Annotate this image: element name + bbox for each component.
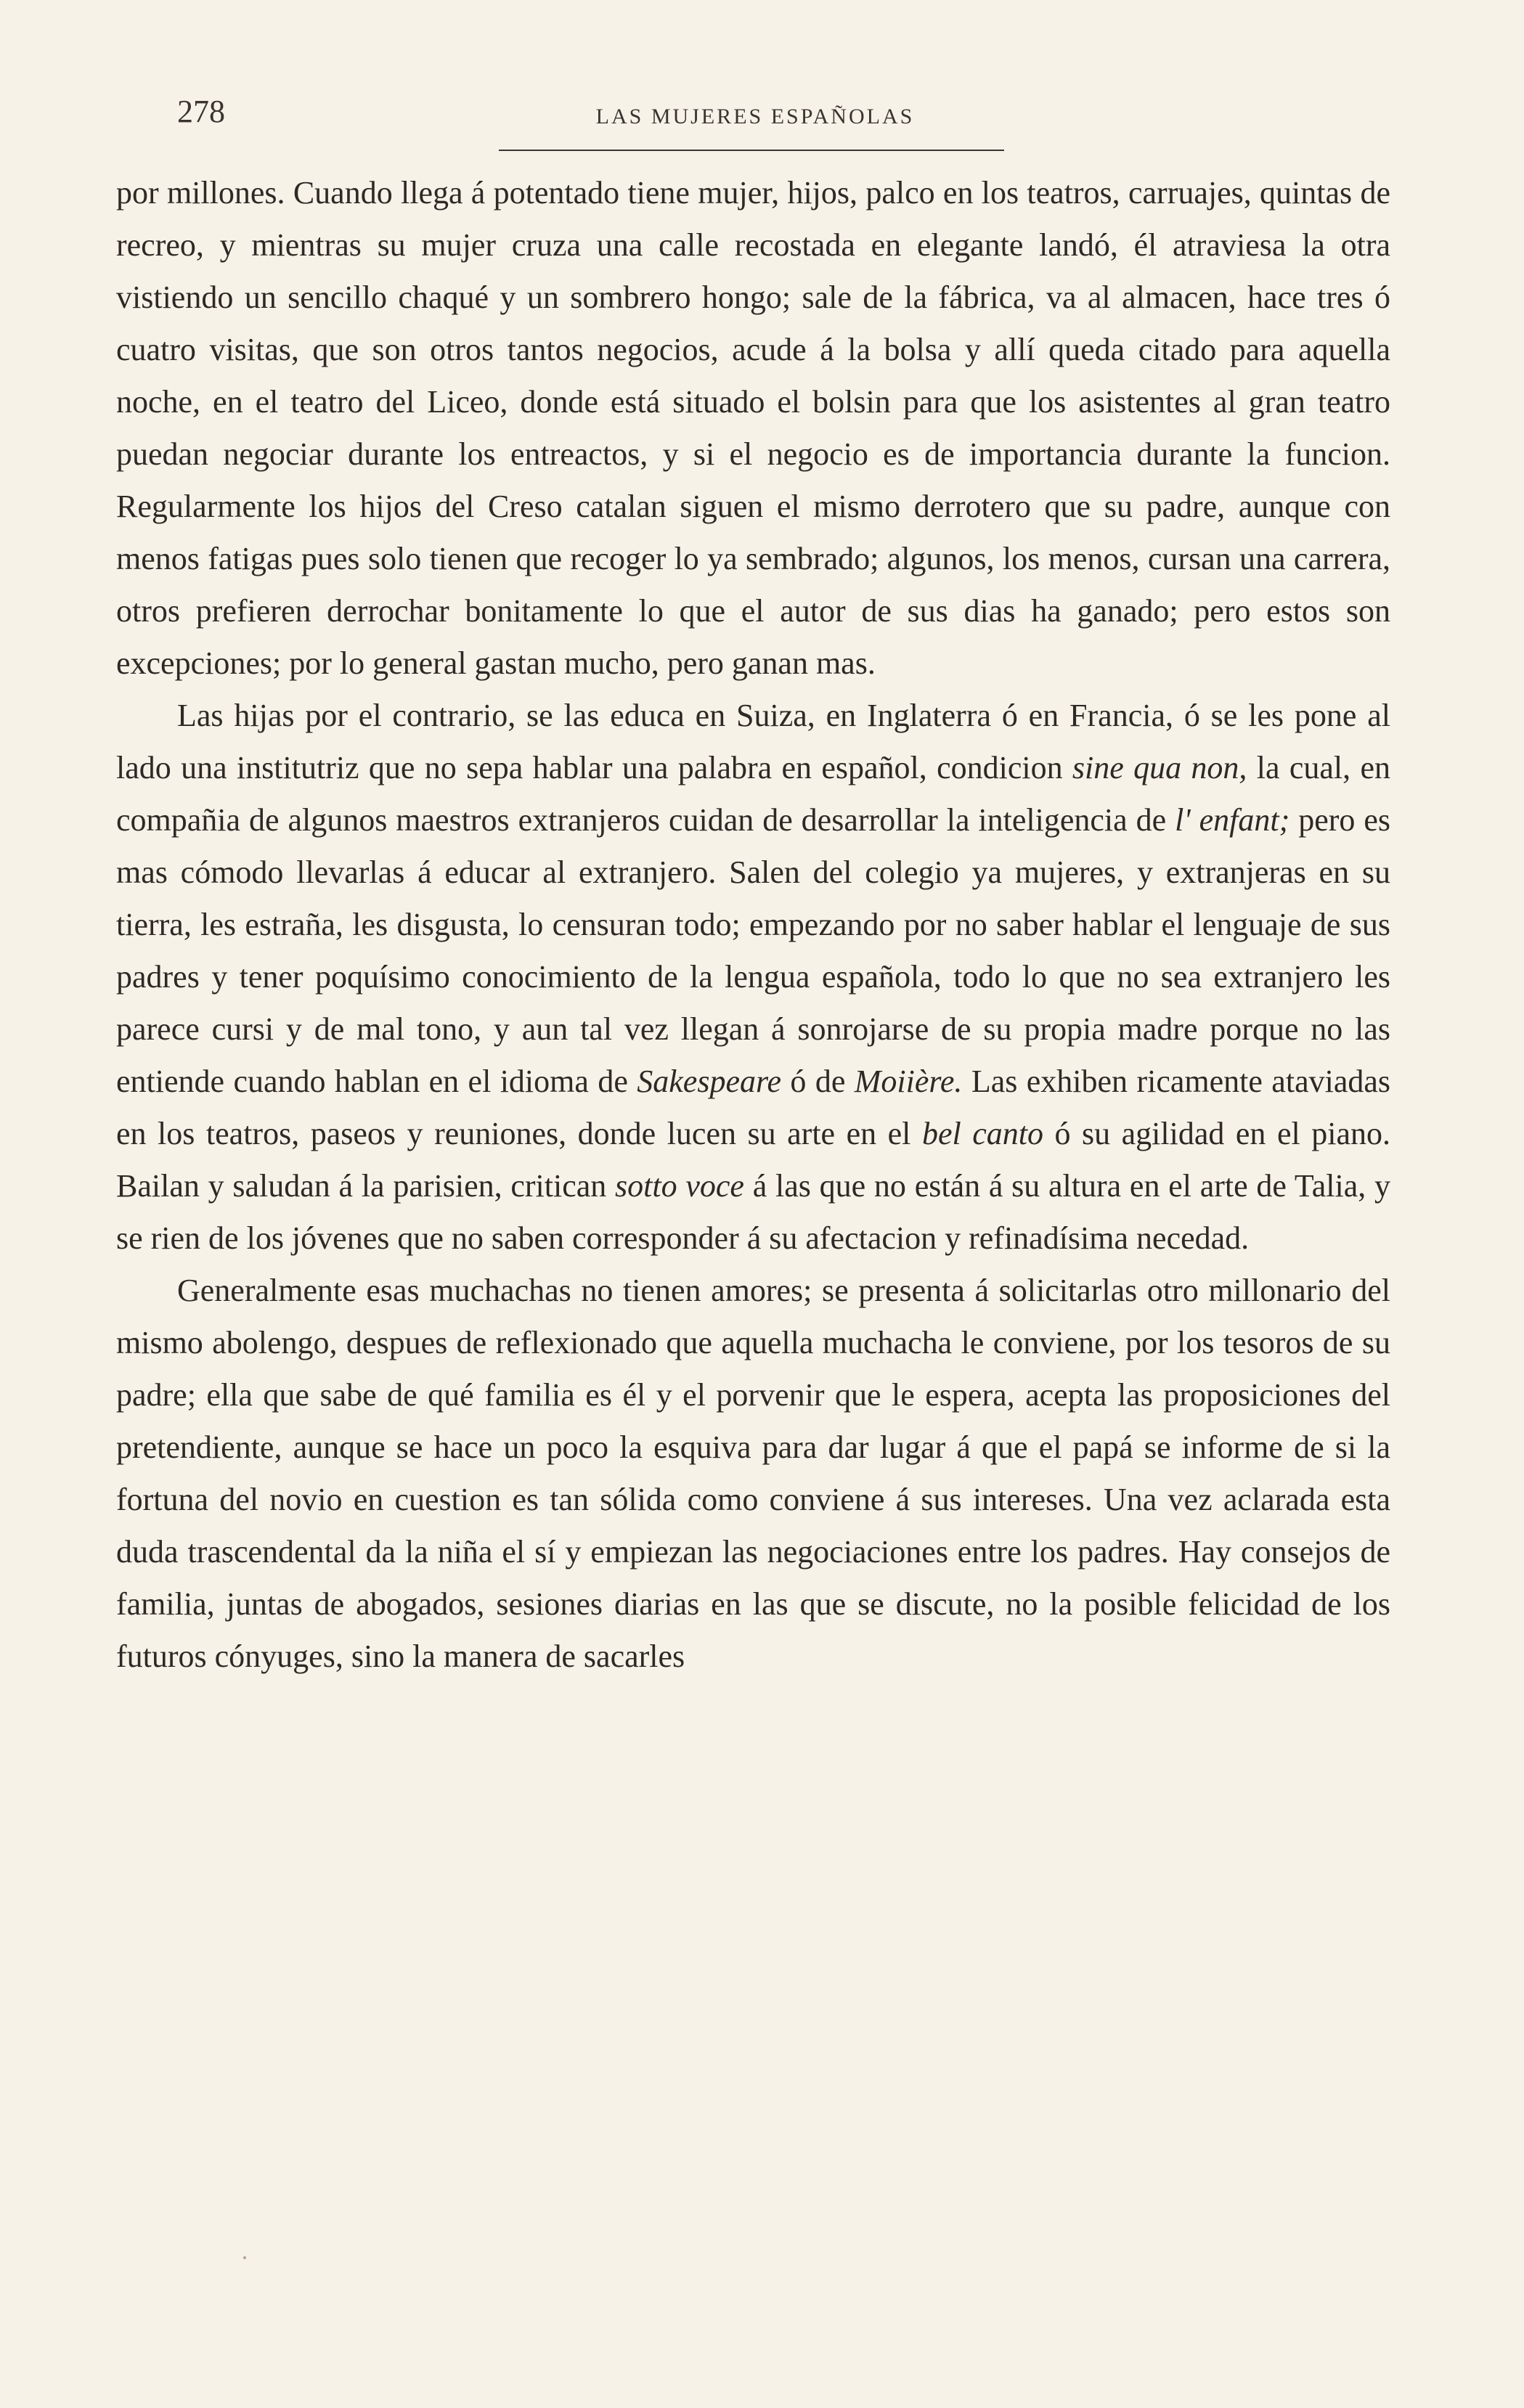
running-title: LAS MUJERES ESPAÑOLAS	[595, 105, 915, 128]
italic-phrase: sotto voce	[615, 1168, 744, 1204]
text-run: Las hijas por el contrario, se las educa en Suiza, en Inglaterra ó en Francia, ó se les pone al lado una institutriz que no sepa hablar una palabra en español, condicion	[116, 698, 1390, 785]
text-run: á las que no están á su altura en el arte de Talia, y se rien de los jóvenes que no saben corresponder á su afectacion y refinadísima necedad.	[116, 1168, 1390, 1256]
text-run: Las exhiben ricamente ataviadas en los teatros, paseos y reuniones, donde lucen su arte en el	[116, 1064, 1391, 1151]
page-header	[116, 93, 1394, 144]
page-number: 278	[177, 94, 225, 129]
text-run: pero es mas cómodo llevarlas á educar al extranjero. Salen del colegio ya mujeres, y extranjeras en su tierra, les estraña, les disgusta, lo censuran todo; empezando por no saber hablar el lenguaje de sus padres y tener poquísimo conocimiento de la lengua española, todo lo que no sea extranjero les parece cursi y de mal tono, y aun tal vez llegan á sonrojarse de su propia madre porque no las entiende cuando hablan en el idioma de	[116, 802, 1390, 1099]
italic-phrase: Moiière.	[854, 1064, 963, 1099]
paragraph	[116, 1265, 1390, 1683]
text-run: ó de	[781, 1064, 855, 1099]
paragraph	[116, 690, 1390, 1265]
italic-phrase: bel canto	[921, 1116, 1043, 1151]
italic-phrase: l' enfant;	[1175, 802, 1290, 838]
text-run: la cual, en compañia de algunos maestros extranjeros cuidan de desarrollar la inteligencia de	[116, 750, 1390, 838]
paper-speck	[243, 2256, 246, 2259]
italic-phrase: sine qua non,	[1072, 750, 1247, 785]
text-run: Generalmente esas muchachas no tienen amores; se presenta á solicitarlas otro millonario del mismo abolengo, despues de reflexionado que aquella muchacha le conviene, por los tesoros de su padre; ella que sabe de qué familia es él y el porvenir que le espera, acepta las proposiciones del pretendiente, aunque se hace un poco la esquiva para dar lugar á que el papá se informe de si la fortuna del novio en cuestion es tan sólida como conviene á sus intereses. Una vez aclarada esta duda trascendental da la niña el sí y empiezan las negociaciones entre los padres. Hay consejos de familia, juntas de abogados, sesiones diarias en las que se discute, no la posible felicidad de los futuros cónyuges, sino la manera de sacarles	[116, 1273, 1390, 1674]
paragraph	[116, 167, 1390, 690]
header-rule	[499, 150, 1004, 151]
body-text	[116, 167, 1390, 1683]
text-run: por millones. Cuando llega á potentado tiene mujer, hijos, palco en los teatros, carruajes, quintas de recreo, y mientras su mujer cruza una calle recostada en elegante landó, él atraviesa la otra vistiendo un sencillo chaqué y un sombrero hongo; sale de la fábrica, va al almacen, hace tres ó cuatro visitas, que son otros tantos negocios, acude á la bolsa y allí queda citado para aquella noche, en el teatro del Liceo, donde está situado el bolsin para que los asistentes al gran teatro puedan negociar durante los entreactos, y si el negocio es de importancia durante la funcion. Regularmente los hijos del Creso catalan siguen el mismo derrotero que su padre, aunque con menos fatigas pues solo tienen que recoger lo ya sembrado; algunos, los menos, cursan una carrera, otros prefieren derrochar bonitamente lo que el autor de sus dias ha ganado; pero estos son excepciones; por lo general gastan mucho, pero ganan mas.	[116, 175, 1390, 681]
italic-phrase: Sakespeare	[637, 1064, 781, 1099]
text-run: ó su agilidad en el piano. Bailan y saludan á la parisien, critican	[116, 1116, 1390, 1204]
